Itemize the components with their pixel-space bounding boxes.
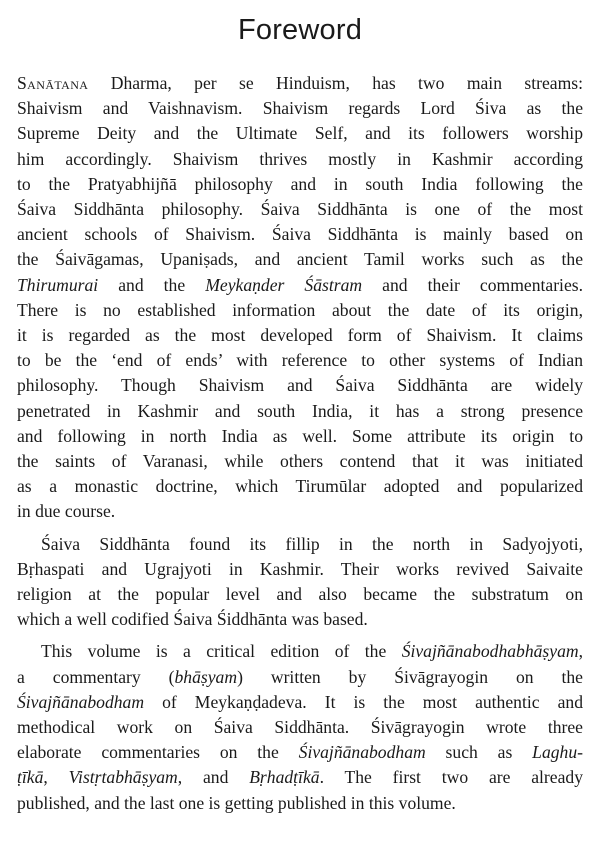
text-line: Śaiva Siddhānta found its fillip in the north in Sadyojyoti, <box>41 533 583 554</box>
line-text: , <box>43 767 69 788</box>
line-text: , <box>578 641 583 662</box>
paragraph <box>17 639 583 815</box>
text-line: penetrated in Kashmir and south India, it has a strong presence <box>17 400 583 421</box>
text-line: methodical work on Śaiva Siddhānta. Śivāgrayogin wrote three <box>17 717 583 738</box>
text-line <box>17 690 583 715</box>
page-title: Foreword <box>237 14 363 46</box>
line-text: and their commentaries. <box>362 274 584 295</box>
line-text: of Meykaṇḍadeva. It is the most authentic and <box>144 691 583 712</box>
text-line: it is regarded as the most developed form of Shaivism. It claims <box>17 325 583 346</box>
text-line: as a monastic doctrine, which Tirumūlar adopted and popularized <box>17 476 583 497</box>
line-text: ) written by Śivāgrayogin on the <box>237 666 583 687</box>
italic-term: Śivajñānabodhabhāṣyam <box>401 641 579 662</box>
italic-term: Thirumurai <box>17 274 99 295</box>
text-line: in due course. <box>17 501 116 522</box>
text-line: him accordingly. Shaivism thrives mostly in Kashmir according <box>17 148 583 169</box>
text-line: and following in north India as well. Some attribute its origin to <box>17 425 583 446</box>
text-line: to be the ‘end of ends’ with reference to other systems of Indian <box>17 350 583 371</box>
text-line: philosophy. Though Shaivism and Śaiva Siddhānta are widely <box>17 375 583 396</box>
line-text: Dharma, per se Hinduism, has two main streams: <box>88 73 583 93</box>
text-line: to the Pratyabhijñā philosophy and in south India following the <box>17 173 583 194</box>
paragraph <box>17 71 583 525</box>
italic-term: ṭīkā <box>17 767 44 788</box>
text-line: There is no established information about the date of its origin, <box>17 299 583 320</box>
text-line: Bṛhaspati and Ugrajyoti in Kashmir. Their works revived Saivaite <box>17 558 583 579</box>
text-line <box>17 71 583 96</box>
text-line <box>17 740 583 765</box>
text-line <box>17 765 583 790</box>
text-line: which a well codified Śaiva Śiddhānta was based. <box>17 609 368 630</box>
text-line: ancient schools of Shaivism. Śaiva Siddhānta is mainly based on <box>17 224 583 245</box>
small-caps-lead: Sanātana <box>17 73 89 93</box>
text-line: the saints of Varanasi, while others contend that it was initiated <box>17 451 583 472</box>
text-line <box>17 665 583 690</box>
text-line: published, and the last one is getting published in this volume. <box>17 792 456 813</box>
italic-term: Vistṛtabhāṣyam <box>68 767 178 788</box>
line-text: elaborate commentaries on the <box>17 742 299 763</box>
line-text: . The first two are already <box>319 767 584 788</box>
text-line: religion at the popular level and also became the substratum on <box>17 584 583 605</box>
text-line: Shaivism and Vaishnavism. Shaivism regards Lord Śiva as the <box>17 98 583 119</box>
text-line: Śaiva Siddhānta philosophy. Śaiva Siddhānta is one of the most <box>17 199 583 220</box>
text-line: Supreme Deity and the Ultimate Self, and its followers worship <box>17 123 583 144</box>
line-text: such as <box>425 742 533 763</box>
page <box>17 0 583 816</box>
line-text: a commentary ( <box>17 666 175 687</box>
foreword-body <box>17 71 583 816</box>
line-text: , and <box>177 767 250 788</box>
text-line: the Śaivāgamas, Upaniṣads, and ancient Tamil works such as the <box>17 249 583 270</box>
italic-term: Bṛhadṭīkā <box>249 767 320 788</box>
italic-term: Laghu- <box>532 742 584 763</box>
line-text: and the <box>98 274 206 295</box>
italic-term: bhāṣyam <box>174 666 238 687</box>
text-line <box>17 273 583 298</box>
text-line <box>17 639 583 664</box>
italic-term: Meykaṇder Śāstram <box>205 274 363 295</box>
italic-term: Śivajñānabodham <box>17 691 145 712</box>
italic-term: Śivajñānabodham <box>298 742 426 763</box>
line-text: This volume is a critical edition of the <box>41 641 402 662</box>
paragraph <box>17 532 583 633</box>
